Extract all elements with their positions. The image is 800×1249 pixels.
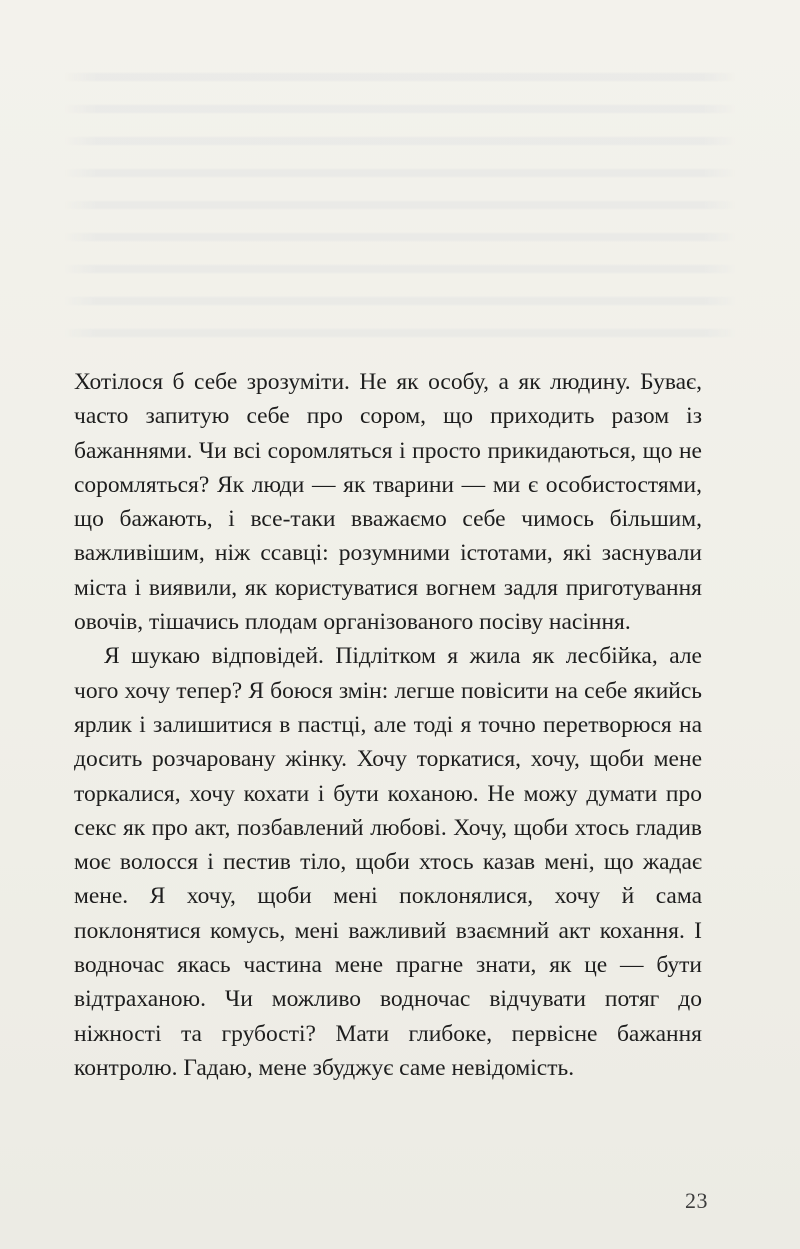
page-number: 23: [685, 1188, 708, 1213]
paragraph-2: Я шукаю відповідей. Підлітком я жила як лесбійка, але чого хочу тепер? Я боюся змін: легше повісити на себе якийсь ярлик і залишитися в пастці, але тоді я точно перетворюся на досить розчаровану жінку. Хочу торкатися, хочу, щоби мене торкалися, хочу кохати і бути коханою. Не можу думати про секс як про акт, позбавлений любові. Хочу, щоби хтось гладив моє волосся і пестив тіло, щоби хтось казав мені, що жадає мене. Я хочу, щоби мені поклонялися, хочу й сама поклонятися комусь, мені важливий взаємний акт кохання. І водночас якась частина мене прагне знати, як це — бути відтраханою. Чи можливо водночас відчувати потяг до ніжності та грубості? Мати глибоке, первісне бажання контролю. Гадаю, мене збуджує саме невідомість.: [74, 643, 702, 1081]
paragraph-1: Хотілося б себе зрозуміти. Не як особу, а як людину. Буває, часто запитую себе про сором, що приходить разом із бажаннями. Чи всі соромляться і просто прикидаються, що не соромляться? Як люди — як тварини — ми є особистостями, що бажають, і все-таки вважаємо себе чимось більшим, важливішим, ніж ссавці: розумними істотами, які заснували міста і виявили, як користуватися вогнем задля приготування овочів, тішачись плодам організованого посіву насіння.: [74, 369, 702, 636]
show-through-text: [0, 60, 800, 360]
body-text: [74, 365, 702, 1085]
